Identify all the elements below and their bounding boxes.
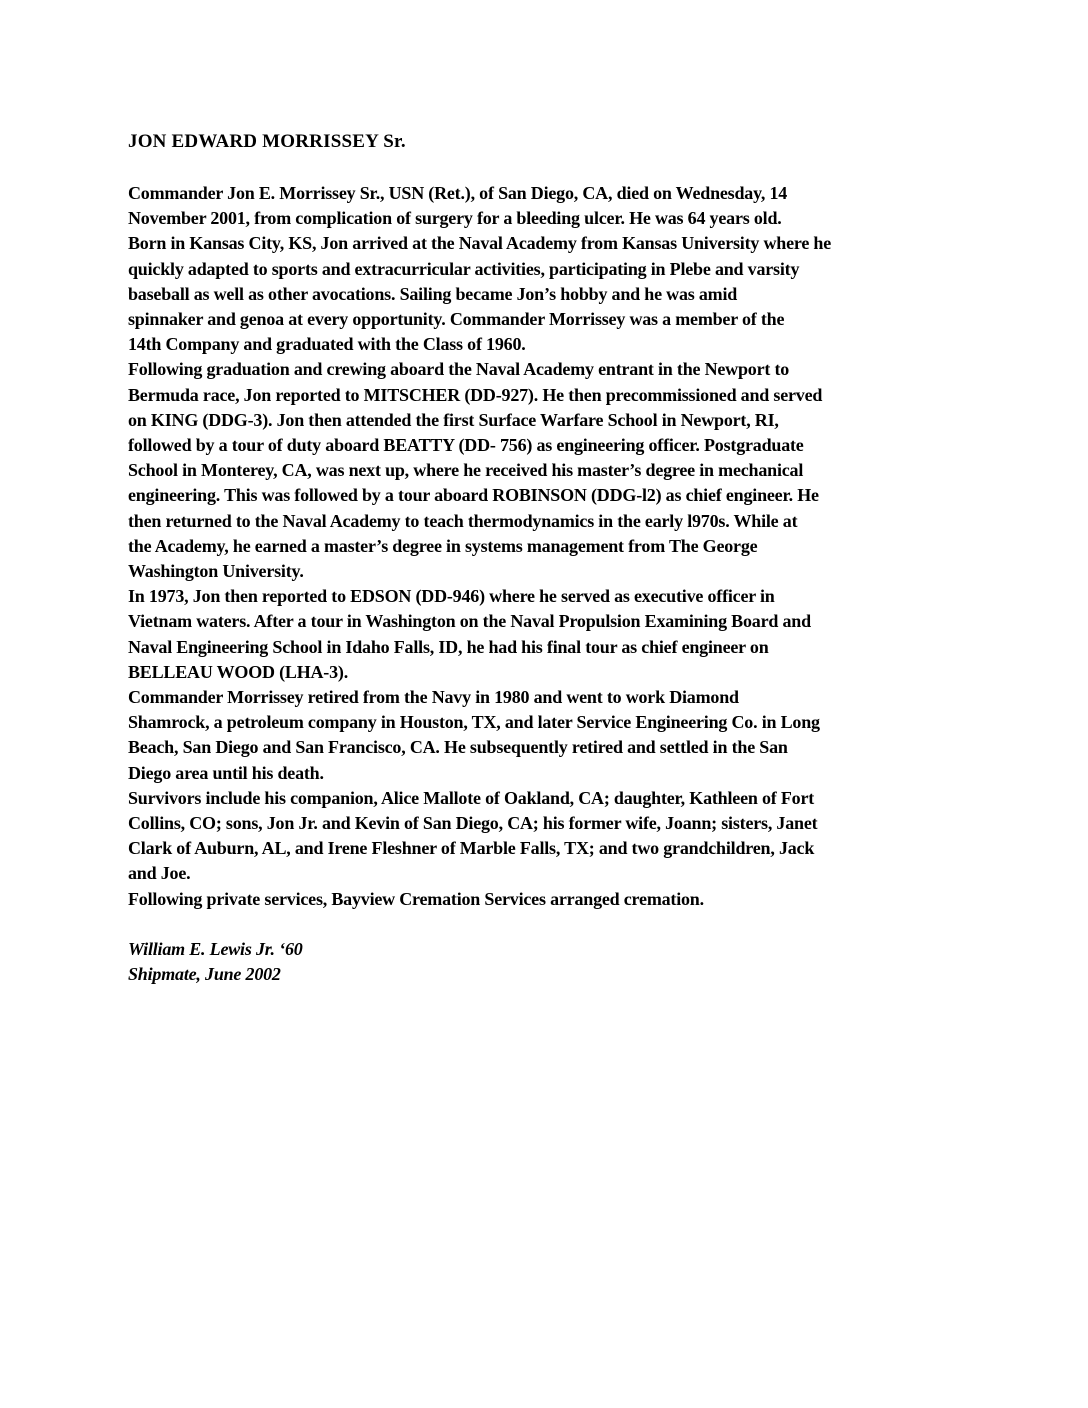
- paragraph: [128, 181, 968, 357]
- paragraph: [128, 786, 968, 887]
- paragraph: [128, 887, 968, 912]
- document-body: [128, 181, 968, 912]
- text-line: Following graduation and crewing aboard the Naval Academy entrant in the Newport to: [128, 359, 790, 380]
- text-line: Washington University.: [128, 561, 304, 582]
- text-line: followed by a tour of duty aboard BEATTY (DD- 756) as engineering officer. Postgraduate: [128, 435, 804, 456]
- text-line: 14th Company and graduated with the Class of 1960.: [128, 334, 526, 355]
- text-line: Vietnam waters. After a tour in Washington on the Naval Propulsion Examining Board and: [128, 611, 811, 632]
- paragraph: [128, 685, 968, 786]
- text-line: Commander Jon E. Morrissey Sr., USN (Ret.), of San Diego, CA, died on Wednesday, 14: [128, 183, 788, 203]
- text-line: Diego area until his death.: [128, 762, 324, 783]
- text-line: Survivors include his companion, Alice Mallote of Oakland, CA; daughter, Kathleen of Fort: [128, 787, 815, 808]
- text-line: and Joe.: [128, 863, 191, 884]
- text-line: School in Monterey, CA, was next up, where he received his master’s degree in mechanical: [128, 460, 804, 481]
- byline-publication: Shipmate, June 2002: [128, 964, 281, 985]
- text-line: Collins, CO; sons, Jon Jr. and Kevin of San Diego, CA; his former wife, Joann; sisters, Janet: [128, 813, 818, 834]
- text-line: Beach, San Diego and San Francisco, CA. He subsequently retired and settled in the San: [128, 737, 788, 758]
- paragraph: [128, 584, 968, 685]
- byline: [128, 937, 968, 987]
- text-line: baseball as well as other avocations. Sailing became Jon’s hobby and he was amid: [128, 283, 738, 304]
- text-line: on KING (DDG-3). Jon then attended the first Surface Warfare School in Newport, RI,: [128, 409, 779, 430]
- document-title: JON EDWARD MORRISSEY Sr.: [128, 131, 406, 152]
- text-line: Clark of Auburn, AL, and Irene Fleshner of Marble Falls, TX; and two grandchildren, Jack: [128, 838, 815, 859]
- text-line: BELLEAU WOOD (LHA-3).: [128, 661, 348, 682]
- text-line: the Academy, he earned a master’s degree in systems management from The George: [128, 535, 758, 556]
- text-line: Naval Engineering School in Idaho Falls, ID, he had his final tour as chief engineer on: [128, 636, 769, 657]
- text-line: In 1973, Jon then reported to EDSON (DD-946) where he served as executive officer in: [128, 586, 775, 607]
- text-line: Following private services, Bayview Cremation Services arranged cremation.: [128, 888, 704, 909]
- text-line: quickly adapted to sports and extracurricular activities, participating in Plebe and varsity: [128, 258, 800, 279]
- text-line: Shamrock, a petroleum company in Houston, TX, and later Service Engineering Co. in Long: [128, 712, 820, 733]
- text-line: November 2001, from complication of surgery for a bleeding ulcer. He was 64 years old.: [128, 208, 782, 229]
- byline-author: William E. Lewis Jr. ‘60: [128, 938, 303, 959]
- text-line: Born in Kansas City, KS, Jon arrived at the Naval Academy from Kansas University where he: [128, 233, 832, 254]
- paragraph: [128, 357, 968, 584]
- text-line: then returned to the Naval Academy to teach thermodynamics in the early l970s. While at: [128, 510, 798, 531]
- text-line: spinnaker and genoa at every opportunity. Commander Morrissey was a member of the: [128, 309, 785, 330]
- text-line: engineering. This was followed by a tour aboard ROBINSON (DDG-l2) as chief engineer. He: [128, 485, 819, 506]
- text-line: Bermuda race, Jon reported to MITSCHER (DD-927). He then precommissioned and served: [128, 384, 823, 405]
- text-line: Commander Morrissey retired from the Navy in 1980 and went to work Diamond: [128, 687, 739, 708]
